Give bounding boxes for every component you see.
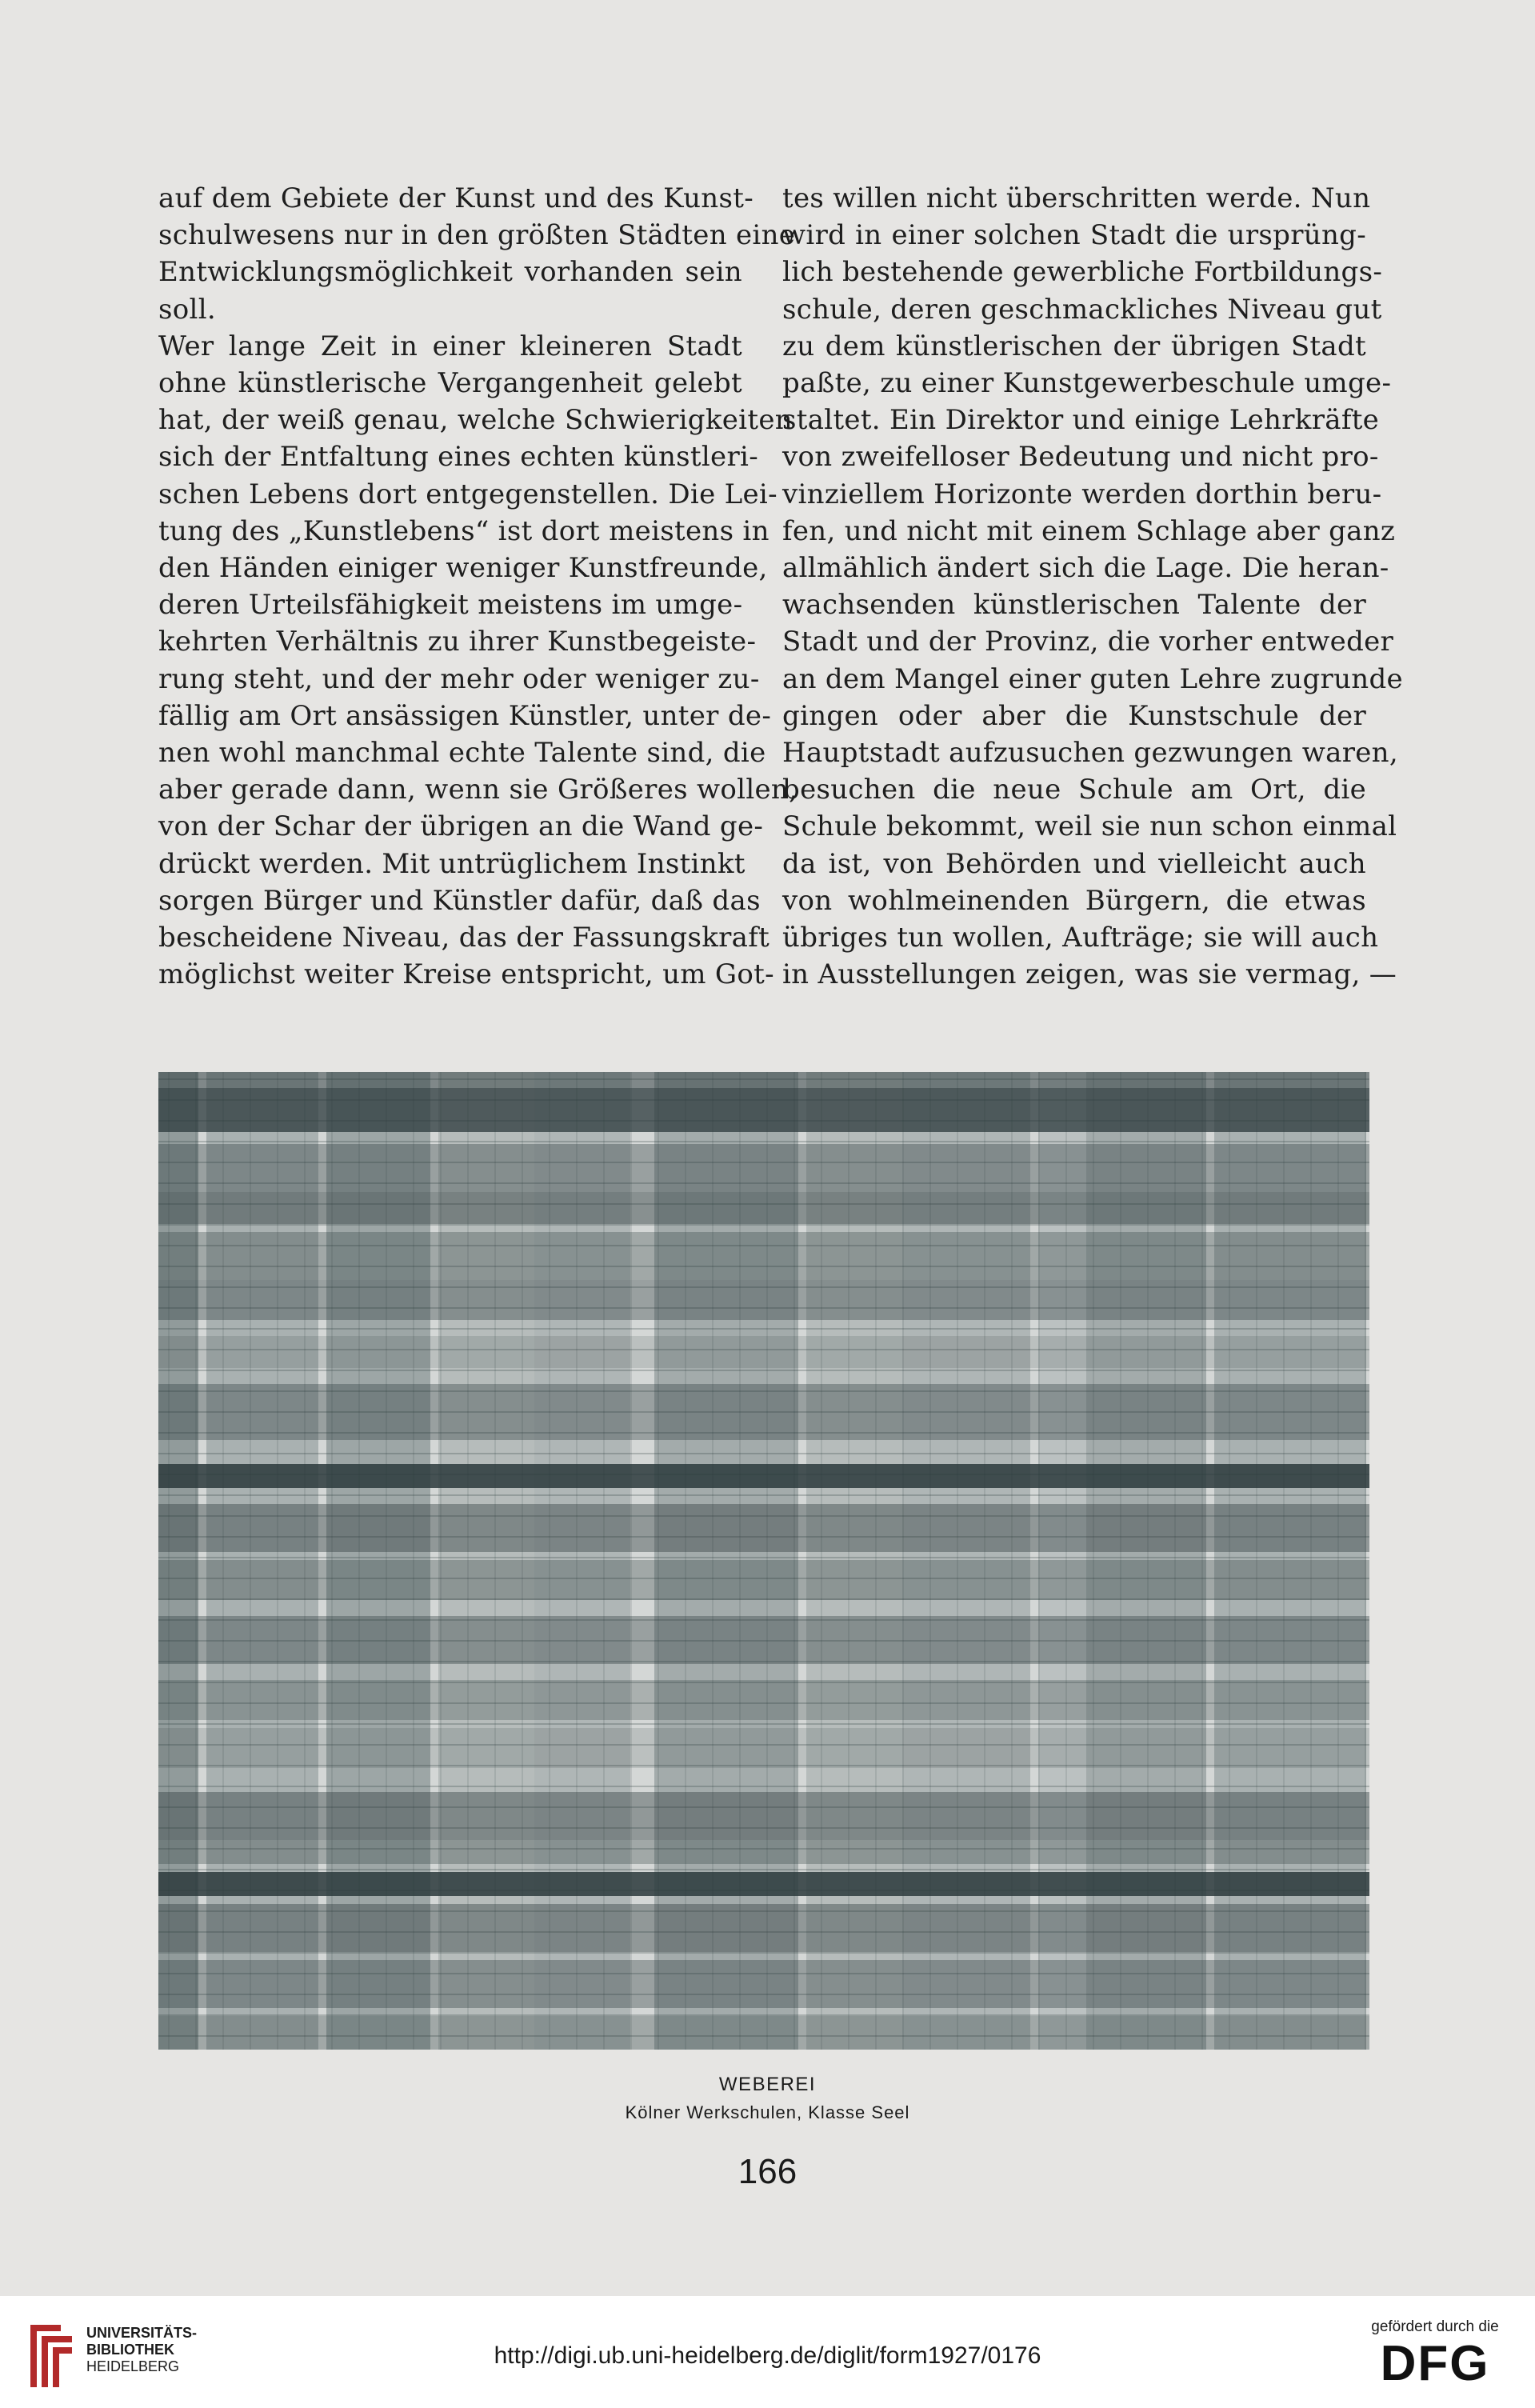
fabric-stripe [522, 1072, 523, 2050]
fabric-stripe [158, 1536, 1369, 1538]
fabric-stripe [658, 1072, 659, 2050]
fabric-stripe [158, 2016, 1369, 2050]
text-line: fällig am Ort ansässigen Künstler, unter de- [158, 699, 772, 732]
text-line: von der Schar der übrigen an die Wand ge- [158, 810, 764, 843]
fabric-stripe [158, 1890, 1369, 1891]
text-line: drückt werden. Mit untrüglichem Instinkt [158, 847, 746, 880]
fabric-stripe [158, 1952, 1369, 1954]
text-line: rung steht, und der mehr oder weniger zu- [158, 662, 760, 695]
fabric-stripe [1201, 1072, 1203, 2050]
fabric-stripe [1120, 1072, 1121, 2050]
fabric-stripe [158, 1453, 1369, 1454]
fabric-stripe [158, 1232, 1369, 1280]
fabric-stripe [158, 1328, 1369, 1330]
fabric-stripe [168, 1072, 170, 2050]
text-line: sorgen Bürger und Künstler dafür, daß das [158, 884, 761, 917]
text-line: staltet. Ein Direktor und einige Lehrkräfte [782, 404, 1380, 437]
text-line: tung des „Kunstlebens“ ist dort meistens in [158, 514, 769, 547]
text-line: nen wohl manchmal echte Talente sind, die [158, 737, 766, 770]
fabric-stripe [277, 1072, 278, 2050]
text-line: hat, der weiß genau, welche Schwierigkeiten [158, 404, 793, 437]
text-line: gingen oder aber die Kunstschule der [782, 699, 1366, 732]
permalink-url[interactable]: http://digi.ub.uni-heidelberg.de/diglit/form1927/0176 [494, 2342, 1041, 2369]
fabric-stripe [576, 1072, 578, 2050]
fabric-stripe [712, 1072, 714, 2050]
fabric-stripe [158, 1088, 1369, 1132]
fabric-stripe [158, 1557, 1369, 1558]
fabric-stripe [158, 2035, 1369, 2037]
fabric-stripe [158, 1245, 1369, 1246]
text-line: Hauptstadt aufzusuchen gezwungen waren, [782, 737, 1398, 770]
funded-by-label: gefördert durch die [1371, 2318, 1499, 2335]
fabric-stripe [158, 1144, 1369, 1192]
text-line: bescheidene Niveau, das der Fassungskraft [158, 922, 770, 954]
fabric-stripe [1256, 1072, 1257, 2050]
fabric-stripe [1011, 1072, 1013, 2050]
fabric-stripe [158, 1192, 1369, 1224]
fabric-stripe [158, 1432, 1369, 1434]
text-line: Schule bekommt, weil sie nun schon einmal [782, 810, 1397, 843]
fabric-stripe [304, 1072, 306, 2050]
text-line: deren Urteilsfähigkeit meistens im umge- [158, 589, 743, 622]
text-line: paßte, zu einer Kunstgewerbeschule umge- [782, 367, 1392, 400]
fabric-stripe [685, 1072, 686, 2050]
text-line: möglichst weiter Kreise entspricht, um Got- [158, 958, 774, 991]
text-line: vinziellem Horizonte werden dorthin beru- [782, 478, 1382, 510]
fabric-stripe [158, 1744, 1369, 1746]
fabric-stripe [158, 1182, 1369, 1184]
fabric-stripe [158, 1994, 1369, 1995]
fabric-stripe [957, 1072, 958, 2050]
fabric-stripe [158, 1286, 1369, 1288]
fabric-stripe [1065, 1072, 1067, 2050]
text-line: an dem Mangel einer guten Lehre zugrunde [782, 662, 1403, 695]
fabric-stripe [158, 1515, 1369, 1517]
fabric-stripe [1283, 1072, 1285, 2050]
page-number: 166 [738, 2152, 797, 2191]
text-line: von wohlmeinenden Bürgern, die etwas [782, 884, 1366, 917]
plaid-fabric-image [158, 1072, 1369, 2050]
fabric-stripe [358, 1072, 360, 2050]
fabric-stripe [902, 1072, 904, 2050]
fabric-stripe [1093, 1072, 1094, 2050]
text-line: wachsenden künstlerischen Talente der [782, 589, 1366, 622]
fabric-stripe [158, 1598, 1369, 1600]
fabric-stripe [158, 1661, 1369, 1662]
text-line: sich der Entfaltung eines echten künstleri- [158, 441, 758, 474]
fabric-stripe [195, 1072, 197, 2050]
fabric-stripe [158, 1266, 1369, 1267]
fabric-stripe [158, 1162, 1369, 1163]
fabric-stripe [158, 1840, 1369, 1864]
fabric-stripe [821, 1072, 822, 2050]
text-line: von zweifelloser Bedeutung und nicht pro- [782, 441, 1379, 474]
text-line: fen, und nicht mit einem Schlage aber ganz [782, 514, 1396, 547]
fabric-stripe [1147, 1072, 1149, 2050]
text-line: auf dem Gebiete der Kunst und des Kunst- [158, 182, 754, 214]
fabric-stripe [467, 1072, 469, 2050]
fabric-stripe [929, 1072, 931, 2050]
fabric-stripe [1337, 1072, 1339, 2050]
text-line: lich bestehende gewerbliche Fortbildungs- [782, 256, 1383, 289]
weaving-photograph [158, 1072, 1369, 2050]
fabric-stripe [158, 1349, 1369, 1350]
fabric-stripe [875, 1072, 877, 2050]
fabric-stripe [158, 2014, 1369, 2016]
fabric-stripe [413, 1072, 414, 2050]
fabric-stripe [549, 1072, 550, 2050]
fabric-stripe [158, 1723, 1369, 1725]
funding-notice [1359, 2318, 1511, 2390]
text-column-right [782, 180, 1403, 993]
fabric-stripe [1174, 1072, 1176, 2050]
fabric-stripe [158, 1120, 1369, 1122]
library-line-1: UNIVERSITÄTS- [86, 2325, 198, 2341]
text-line: aber gerade dann, wenn sie Größeres wollen, [158, 774, 798, 806]
fabric-stripe [158, 1280, 1369, 1320]
fabric-stripe [1310, 1072, 1312, 2050]
fabric-stripe [331, 1072, 333, 2050]
dfg-logo: DFG [1380, 2336, 1490, 2391]
fabric-stripe [440, 1072, 442, 2050]
text-line: schule, deren geschmackliches Niveau gut [782, 293, 1382, 326]
figure-caption-subtitle: Kölner Werkschulen, Klasse Seel [625, 2102, 910, 2122]
text-line: zu dem künstlerischen der übrigen Stadt [782, 330, 1366, 362]
fabric-stripe [250, 1072, 251, 2050]
fabric-stripe [158, 1960, 1369, 2008]
fabric-stripe [158, 1370, 1369, 1371]
fabric-stripe [158, 1702, 1369, 1704]
text-line: besuchen die neue Schule am Ort, die [782, 774, 1366, 806]
text-line: in Ausstellungen zeigen, was sie vermag, — [782, 958, 1397, 991]
text-line: schulwesens nur in den größten Städten eine [158, 219, 796, 252]
fabric-stripe [158, 1765, 1369, 1766]
fabric-stripe [984, 1072, 985, 2050]
fabric-stripe [158, 1869, 1369, 1870]
fabric-stripe [1229, 1072, 1230, 2050]
text-line: schen Lebens dort entgegenstellen. Die Lei- [158, 478, 777, 510]
fabric-stripe [739, 1072, 741, 2050]
fabric-stripe [158, 1973, 1369, 1974]
digitization-footer [0, 2296, 1535, 2408]
library-line-2: BIBLIOTHEK [86, 2342, 174, 2358]
fabric-stripe [766, 1072, 768, 2050]
fabric-stripe [158, 1560, 1369, 1600]
fabric-stripe [158, 1078, 1369, 1080]
fabric-stripe [158, 1792, 1369, 1840]
fabric-stripe [158, 1141, 1369, 1142]
fabric-stripe [386, 1072, 387, 2050]
fabric-stripe [158, 1931, 1369, 1933]
fabric-stripe [158, 1848, 1369, 1850]
fabric-stripe [158, 1390, 1369, 1392]
text-line: Wer lange Zeit in einer kleineren Stadt [158, 330, 742, 362]
library-line-3: HEIDELBERG [86, 2358, 180, 2374]
figure-caption-title: WEBEREI [718, 2074, 817, 2095]
fabric-stripe [158, 1872, 1369, 1896]
text-line: soll. [158, 293, 216, 326]
fabric-stripe [158, 1728, 1369, 1768]
fabric-stripe [222, 1072, 224, 2050]
fabric-stripe [158, 1578, 1369, 1579]
text-line: kehrten Verhältnis zu ihrer Kunstbegeiste- [158, 626, 757, 658]
fabric-stripe [158, 1682, 1369, 1683]
fabric-stripe [158, 1224, 1369, 1226]
text-line: da ist, von Behörden und vielleicht auch [782, 847, 1366, 880]
fabric-stripe [158, 1827, 1369, 1829]
fabric-stripe [158, 1806, 1369, 1808]
text-line: den Händen einiger weniger Kunstfreunde, [158, 552, 768, 585]
fabric-stripe [158, 1203, 1369, 1205]
text-line: allmählich ändert sich die Lage. Die heran- [782, 552, 1389, 585]
text-line: wird in einer solchen Stadt die ursprüng- [782, 219, 1366, 252]
text-line: tes willen nicht überschritten werde. Nun [782, 182, 1371, 214]
fabric-stripe [158, 1307, 1369, 1309]
fabric-stripe [158, 1474, 1369, 1475]
fabric-stripe [630, 1072, 632, 2050]
fabric-stripe [158, 1619, 1369, 1621]
fabric-stripe [158, 1494, 1369, 1496]
text-line: übriges tun wollen, Aufträge; sie will auch [782, 922, 1379, 954]
fabric-stripe [793, 1072, 795, 2050]
text-line: Stadt und der Provinz, die vorher entweder [782, 626, 1394, 658]
fabric-stripe [158, 1099, 1369, 1101]
text-column-left [158, 180, 798, 993]
fabric-stripe [158, 1464, 1369, 1488]
fabric-stripe [494, 1072, 496, 2050]
fabric-stripe [158, 1910, 1369, 1912]
fabric-stripe [158, 1680, 1369, 1720]
fabric-stripe [1365, 1072, 1366, 2050]
fabric-stripe [848, 1072, 849, 2050]
text-line: Entwicklungsmöglichkeit vorhanden sein [158, 256, 742, 289]
fabric-stripe [158, 1504, 1369, 1552]
fabric-stripe [1038, 1072, 1040, 2050]
text-line: ohne künstlerische Vergangenheit gelebt [158, 367, 742, 400]
fabric-stripe [158, 1336, 1369, 1368]
fabric-stripe [158, 1640, 1369, 1642]
fabric-stripe [158, 1411, 1369, 1413]
fabric-stripe [158, 1786, 1369, 1787]
fabric-stripe [603, 1072, 605, 2050]
